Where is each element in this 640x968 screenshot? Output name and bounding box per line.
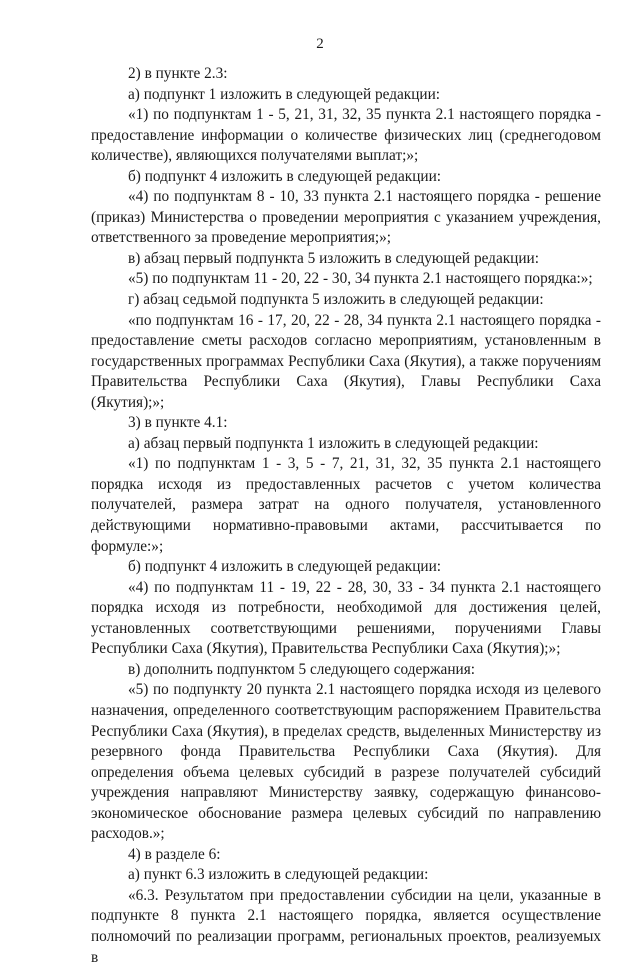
paragraph: «6.3. Результатом при предоставлении субсидии на цели, указанные в подпункте 8 пункта 2.1 настоящего порядка, является осуществление полномочий по реализации программ, региональных проектов, реализуемых в: [91, 886, 601, 966]
document-body: [91, 64, 601, 968]
page-number: 2: [316, 36, 324, 52]
paragraph: «4) по подпунктам 8 - 10, 33 пункта 2.1 настоящего порядка - решение (приказ) Министерства о проведении мероприятия с указанием учреждения, ответственного за проведение мероприятия;»;: [91, 188, 601, 247]
paragraph: «4) по подпунктам 11 - 19, 22 - 28, 30, 33 - 34 пункта 2.1 настоящего порядка исходя из потребности, необходимой для достижения целей, установленных соответствующими решениями, поручениями Главы Республики Саха (Якутия), Правительства Республики Саха (Якутия);»;: [91, 578, 601, 658]
paragraph: 4) в разделе 6:: [128, 845, 221, 863]
paragraph: в) дополнить подпунктом 5 следующего содержания:: [128, 660, 475, 678]
paragraph: б) подпункт 4 изложить в следующей редакции:: [128, 558, 442, 576]
paragraph: 3) в пункте 4.1:: [128, 414, 228, 432]
paragraph: а) абзац первый подпункта 1 изложить в следующей редакции:: [128, 434, 539, 452]
paragraph: 2) в пункте 2.3:: [128, 65, 228, 82]
paragraph: б) подпункт 4 изложить в следующей редакции:: [128, 167, 442, 185]
paragraph: «1) по подпунктам 1 - 5, 21, 31, 32, 35 пункта 2.1 настоящего порядка - предоставление информации о количестве физических лиц (среднегодовом количестве), являющихся получателями выплат;»;: [91, 106, 601, 165]
paragraph: а) подпункт 1 изложить в следующей редакции:: [128, 85, 441, 103]
paragraph: «1) по подпунктам 1 - 3, 5 - 7, 21, 31, 32, 35 пункта 2.1 настоящего порядка исходя из предоставленных расчетов с учетом количества получателей, размера затрат на одного получателя, установленного действующими нормативно-правовыми актами, рассчитывается по формуле:»;: [91, 455, 601, 555]
paragraph: «5) по подпунктам 11 - 20, 22 - 30, 34 пункта 2.1 настоящего порядка:»;: [128, 270, 593, 288]
paragraph: «5) по подпункту 20 пункта 2.1 настоящего порядка исходя из целевого назначения, определенного соответствующим распоряжением Правительства Республики Саха (Якутия), в пределах средств, выделенных Министерству из резервного фонда Правительства Республики Саха (Якутия). Для определения объема целевых субсидий в разрезе получателей субсидий учреждения направляют Министерству заявку, содержащую финансово-экономическое обоснование размера целевых субсидий по направлению расходов.»;: [91, 681, 601, 843]
paragraph: «по подпунктам 16 - 17, 20, 22 - 28, 34 пункта 2.1 настоящего порядка - предоставление сметы расходов согласно мероприятиям, установленным в государственных программах Республики Саха (Якутия), а также поручениям Правительства Республики Саха (Якутия), Главы Республики Саха (Якутия);»;: [91, 311, 601, 411]
paragraph: г) абзац седьмой подпункта 5 изложить в следующей редакции:: [128, 291, 544, 309]
paragraph: в) абзац первый подпункта 5 изложить в следующей редакции:: [128, 249, 539, 267]
paragraph: а) пункт 6.3 изложить в следующей редакции:: [128, 866, 429, 884]
